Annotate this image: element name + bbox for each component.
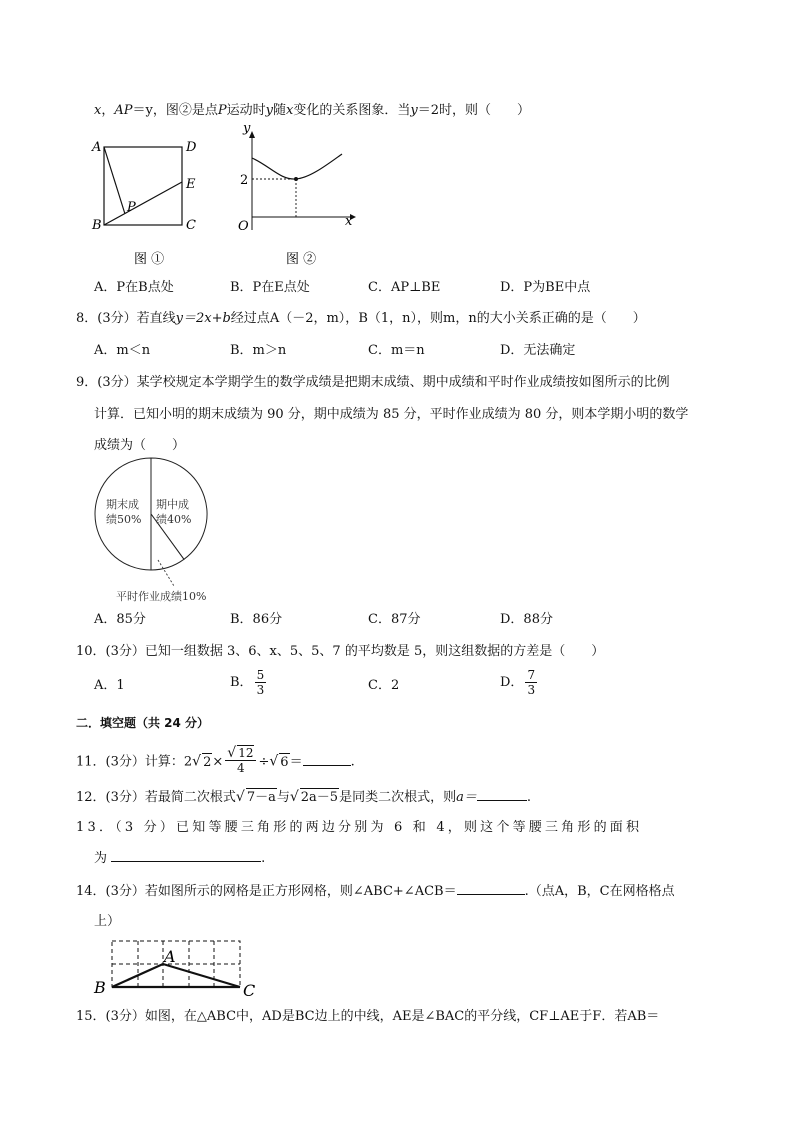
q15-line-1: 15．(3分）如图，在△ABC中，AD是BC边上的中线，AE是∠BAC的平分线，CF⊥AE于F．若AB＝ — [76, 1009, 660, 1024]
pie-label-final-1: 期末成 — [106, 498, 139, 511]
label-a: A — [92, 140, 102, 155]
q7-figure-2 — [230, 122, 365, 267]
q10-option-b: B． $\frac{5}{3}$ — [230, 668, 265, 697]
segment-ap — [104, 147, 125, 214]
min-point — [294, 177, 298, 181]
label-d: D — [186, 140, 197, 155]
segment-be — [104, 182, 182, 225]
svg-text:y: y — [243, 122, 251, 136]
q12-stem: 12．(3分）若最简二次根式√ 7－a与√ 2a－5是同类二次根式，则a＝ . — [76, 789, 531, 805]
pie-label-homework: 平时作业成绩10% — [116, 590, 207, 603]
q11-stem: 11．(3分）计算：2√ 2× $\frac{√ 12}{4}$ ÷√ 6＝ . — [76, 745, 355, 775]
q7-figure-1 — [86, 132, 206, 267]
q7-option-d: D．P为BE中点 — [500, 280, 591, 295]
section-2-heading: 二．填空题（共 24 分） — [76, 716, 210, 730]
q10-option-c: C．2 — [368, 678, 400, 693]
q13-line-2: 为 . — [94, 851, 266, 866]
q14-line-2: 上） — [94, 914, 121, 929]
caption-fig2: 图 ② — [286, 252, 317, 267]
grid-label-a: A — [164, 947, 176, 966]
q8-stem: 8．(3分）若直线y＝2x+b经过点A（－2，m），B（1，n），则m，n的大小关系正确的是（ ） — [76, 311, 646, 326]
pie-label-mid-1: 期中成 — [156, 498, 189, 511]
caption-fig1: 图 ① — [134, 252, 165, 267]
q9-line-1: 9．(3分）某学校规定本学期学生的数学成绩是把期末成绩、期中成绩和平时作业成绩按如图所示的比例 — [76, 375, 670, 390]
q9-option-b: B．86分 — [230, 612, 283, 627]
q7-option-a: A．P在B点处 — [94, 280, 174, 295]
pie-label-mid-2: 绩40% — [156, 513, 192, 526]
curve — [252, 154, 342, 179]
q8-option-b: B．m＞n — [230, 343, 287, 358]
q7-option-c: C．AP⊥BE — [368, 280, 441, 295]
q9-option-d: D．88分 — [500, 612, 553, 627]
triangle-sides — [112, 964, 240, 987]
q14-grid-figure — [90, 935, 265, 999]
q9-option-a: A．85分 — [94, 612, 146, 627]
q9-option-c: C．87分 — [368, 612, 421, 627]
q10-option-d: D． $\frac{7}{3}$ — [500, 668, 536, 697]
grid-label-b: B — [94, 978, 106, 997]
svg-text:2: 2 — [240, 173, 249, 188]
q13-line-1: 13．（3 分）已知等腰三角形的两边分别为 6 和 4，则这个等腰三角形的面积 — [76, 820, 643, 835]
q10-stem: 10．(3分）已知一组数据 3、6、x、5、5、7 的平均数是 5，则这组数据的方差是（ ） — [76, 644, 605, 659]
q8-option-d: D．无法确定 — [500, 343, 576, 358]
svg-text:x: x — [345, 214, 353, 229]
label-e: E — [186, 177, 196, 192]
q8-option-a: A．m＜n — [94, 343, 151, 358]
pie-label-final-2: 绩50% — [106, 513, 142, 526]
q9-line-3: 成绩为（ ） — [94, 438, 186, 453]
q7-stem: x，AP＝y，图②是点P运动时y随x变化的关系图象．当y＝2时，则（ ） — [94, 103, 530, 118]
q10-option-a: A．1 — [94, 678, 125, 693]
q9-line-2: 计算．已知小明的期末成绩为 90 分，期中成绩为 85 分，平时作业成绩为 80 分，则本学期小明的数学 — [94, 407, 689, 422]
q14-line-1: 14．(3分）若如图所示的网格是正方形网格，则∠ABC+∠ACB＝ .（点A，B，C在网格格点 — [76, 884, 675, 899]
grid-label-c: C — [243, 981, 256, 999]
label-b: B — [92, 218, 102, 233]
q8-option-c: C．m＝n — [368, 343, 425, 358]
q7-option-b: B．P在E点处 — [230, 280, 310, 295]
q9-pie-chart — [86, 455, 246, 605]
label-c: C — [186, 218, 196, 233]
label-p: P — [127, 200, 136, 215]
svg-text:O: O — [238, 219, 249, 234]
